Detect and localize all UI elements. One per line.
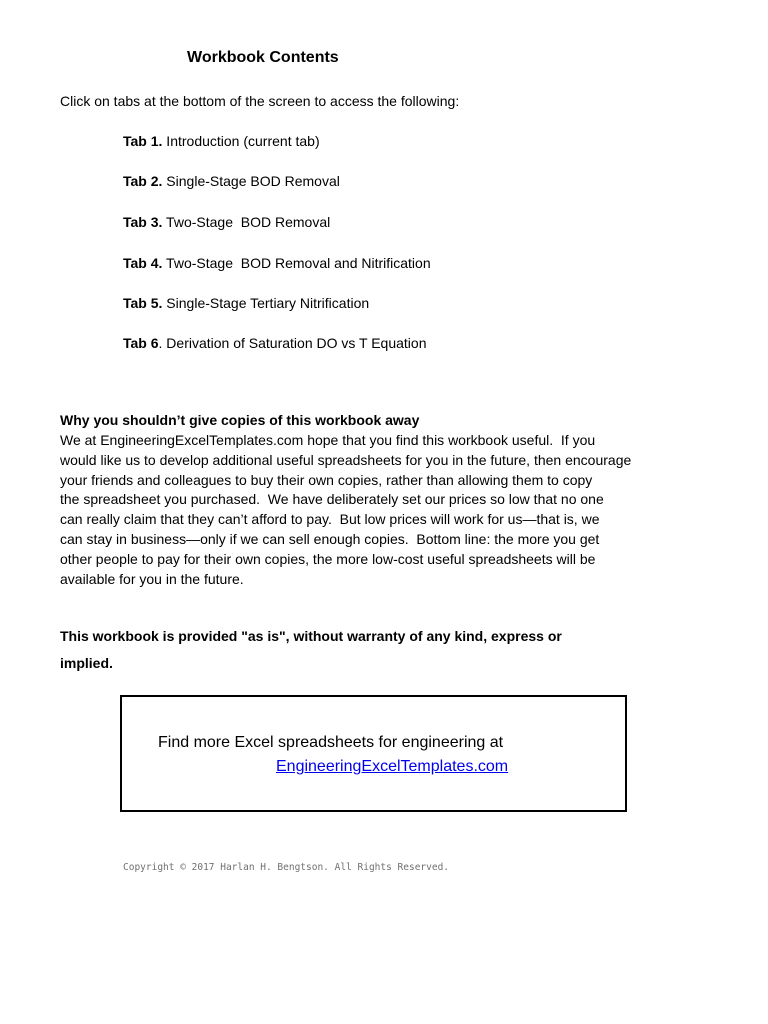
tab-entry-3 bbox=[123, 214, 330, 230]
intro-text: Click on tabs at the bottom of the screen to access the following: bbox=[60, 93, 460, 109]
tab-entry-label: Tab 2. bbox=[123, 173, 163, 189]
paragraph-line: other people to pay for their own copies, the more low-cost useful spreadsheets will be bbox=[60, 550, 596, 567]
warranty-line: This workbook is provided "as is", without warranty of any kind, express or bbox=[60, 628, 562, 644]
website-link[interactable]: EngineeringExcelTemplates.com bbox=[276, 758, 509, 775]
paragraph-line: would like us to develop additional useful spreadsheets for you in the future, then encourage bbox=[60, 451, 632, 468]
warranty-notice bbox=[60, 623, 562, 677]
tab-entry-5 bbox=[123, 295, 369, 311]
paragraph-line: available for you in the future. bbox=[60, 570, 244, 587]
paragraph-line: can really claim that they can’t afford to pay. But low prices will work for us—that is, we bbox=[60, 511, 600, 528]
why-paragraph bbox=[60, 431, 631, 589]
tab-entry-label: Tab 4. bbox=[123, 255, 163, 271]
paragraph-line: the spreadsheet you purchased. We have deliberately set our prices so low that no one bbox=[60, 491, 604, 508]
tab-entry-2 bbox=[123, 173, 340, 189]
tab-entry-label: Tab 6 bbox=[123, 335, 159, 351]
tab-entry-text: Single-Stage Tertiary Nitrification bbox=[162, 295, 370, 311]
tab-entry-text: . Derivation of Saturation DO vs T Equation bbox=[158, 335, 427, 351]
tab-entry-4 bbox=[123, 255, 431, 271]
tab-entry-text: Two-Stage BOD Removal and Nitrification bbox=[162, 255, 431, 271]
promo-box bbox=[120, 695, 627, 812]
copyright-notice: Copyright © 2017 Harlan H. Bengtson. All Rights Reserved. bbox=[123, 862, 450, 873]
tab-entry-label: Tab 5. bbox=[123, 295, 163, 311]
tab-entry-text: Introduction (current tab) bbox=[162, 133, 320, 149]
warranty-line: implied. bbox=[60, 655, 113, 671]
tab-entry-text: Two-Stage BOD Removal bbox=[162, 214, 331, 230]
paragraph-line: your friends and colleagues to buy their own copies, rather than allowing them to copy bbox=[60, 471, 593, 488]
tab-entry-label: Tab 3. bbox=[123, 214, 163, 230]
why-heading: Why you shouldn’t give copies of this workbook away bbox=[60, 412, 420, 428]
tab-entry-label: Tab 1. bbox=[123, 133, 163, 149]
paragraph-line: We at EngineeringExcelTemplates.com hope that you find this workbook useful. If you bbox=[60, 432, 596, 448]
tab-entry-1 bbox=[123, 133, 320, 149]
page-title: Workbook Contents bbox=[187, 49, 339, 66]
tab-entry-text: Single-Stage BOD Removal bbox=[162, 173, 340, 189]
paragraph-line: can stay in business—only if we can sell enough copies. Bottom line: the more you get bbox=[60, 530, 600, 547]
tab-entry-6 bbox=[123, 335, 427, 351]
promo-text: Find more Excel spreadsheets for engineering at bbox=[158, 734, 504, 751]
